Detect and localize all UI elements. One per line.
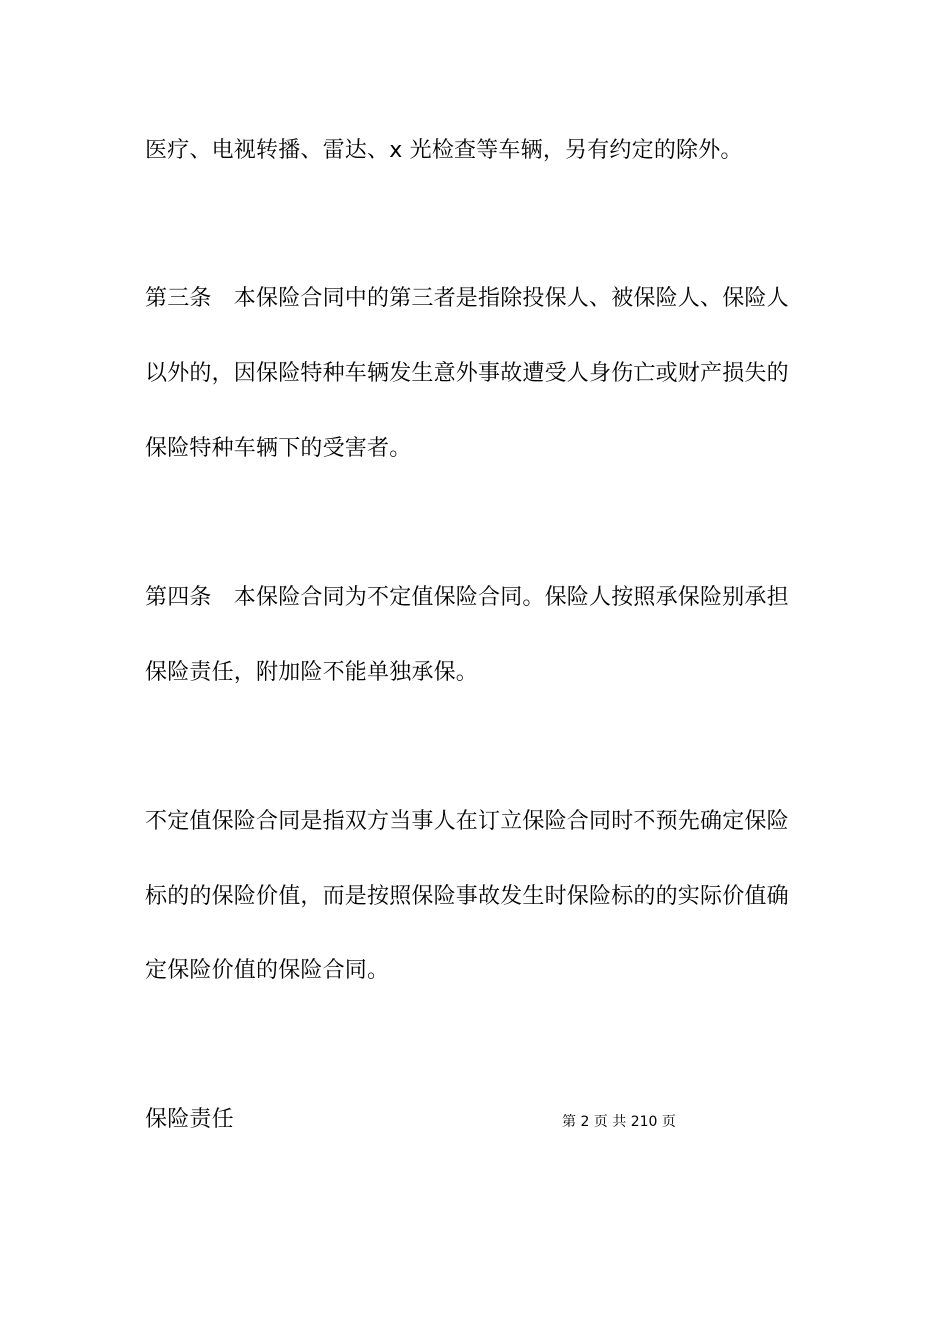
article-4-line-1: 第四条 本保险合同为不定值保险合同。保险人按照承保险别承担 [145,585,789,610]
definition-line-3: 定保险价值的保险合同。 [145,958,390,983]
page-number: 第 2 页 共 210 页 [562,1114,676,1130]
definition-line-1: 不定值保险合同是指双方当事人在订立保险合同时不预先确定保险 [145,809,789,834]
section-heading: 保险责任 [145,1107,234,1132]
paragraph-line: 医疗、电视转播、雷达、x 光检查等车辆，另有约定的除外。 [145,138,743,163]
article-3-line-3: 保险特种车辆下的受害者。 [145,436,412,461]
article-4-line-2: 保险责任，附加险不能单独承保。 [145,660,479,685]
article-3-line-1: 第三条 本保险合同中的第三者是指除投保人、被保险人、保险人 [145,286,789,311]
article-3-line-2: 以外的，因保险特种车辆发生意外事故遭受人身伤亡或财产损失的 [145,361,789,386]
definition-line-2: 标的的保险价值，而是按照保险事故发生时保险标的的实际价值确 [145,884,789,909]
